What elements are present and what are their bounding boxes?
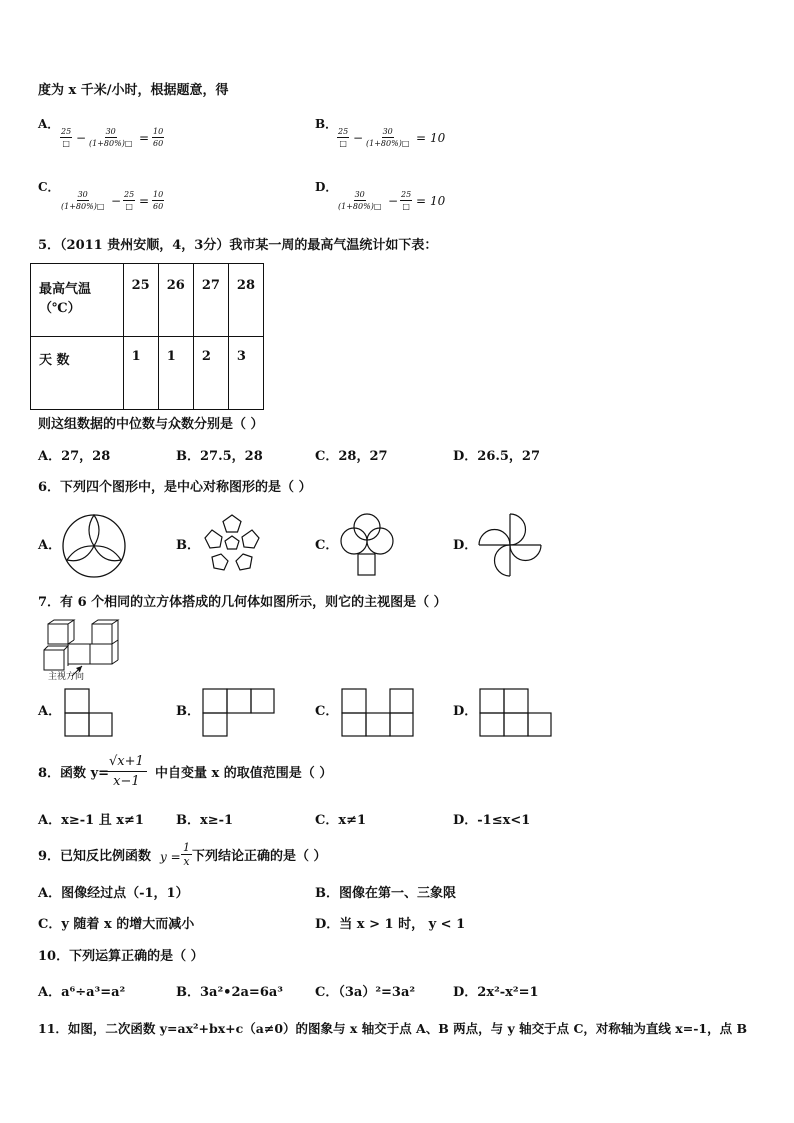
table-cell: 26 [158, 264, 193, 337]
fraction: $\frac{30}{(1+80\%)□}$ [338, 190, 382, 211]
fraction: $\frac{10}{60}$ [153, 127, 164, 148]
pinwheel-figure [476, 512, 544, 578]
q8-stem-post: 中自变量 x 的取值范围是（ ） [155, 766, 333, 781]
q9-option-a[interactable]: A．图像经过点（-1，1） [38, 886, 189, 901]
q7-label-c[interactable]: C． [315, 704, 339, 719]
circle-three-petals-figure [60, 512, 128, 580]
front-view-c-figure [341, 688, 415, 738]
q5-option-b[interactable]: B．27.5，28 [176, 449, 263, 464]
table-cell: 3 [228, 337, 263, 410]
q10-option-a[interactable]: A．a⁶÷a³=a² [38, 985, 126, 1000]
fraction: 25 □ [61, 127, 72, 148]
table-cell: 1 [158, 337, 193, 410]
q8-option-d[interactable]: D．-1≤x<1 [453, 813, 531, 828]
q6-label-b[interactable]: B． [176, 538, 200, 553]
three-circles-square-figure [337, 512, 399, 578]
q9-frac-lhs: y = [160, 850, 181, 864]
q8-stem-pre: 8．函数 y= [38, 766, 110, 781]
table-cell: 1 [123, 337, 158, 410]
table-cell: 2 [193, 337, 228, 410]
q9-stem-pre: 9．已知反比例函数 [38, 849, 152, 864]
fraction: $\frac{10}{60}$ [153, 190, 164, 211]
q10-option-d[interactable]: D．2x²-x²=1 [453, 985, 539, 1000]
q7-label-b[interactable]: B． [176, 704, 200, 719]
q5-option-a[interactable]: A．27，28 [38, 449, 111, 464]
front-view-a-figure [64, 688, 114, 738]
q10-stem: 10．下列运算正确的是（ ） [38, 949, 204, 964]
q9-option-b[interactable]: B．图像在第一、三象限 [315, 886, 456, 901]
fraction: $\frac{30}{(1+80\%)□}$ [89, 127, 133, 148]
fraction: $\frac{30}{(1+80\%)□}$ [61, 190, 105, 211]
q5-option-d[interactable]: D．26.5，27 [453, 449, 541, 464]
q8-option-c[interactable]: C．x≠1 [315, 813, 367, 828]
table-header-days: 天 数 [31, 337, 124, 410]
view-direction-caption: 主视方向 [48, 672, 85, 682]
front-view-b-figure [202, 688, 276, 738]
q9-stem-post: 下列结论正确的是（ ） [192, 849, 327, 864]
q11-stem: 11．如图，二次函数 y=ax²+bx+c（a≠0）的图象与 x 轴交于点 A、B 两点，与 y 轴交于点 C，对称轴为直线 x=-1，点 B [38, 1021, 748, 1036]
table-cell: 27 [193, 264, 228, 337]
q6-stem: 6．下列四个图形中，是中心对称图形的是（ ） [38, 480, 312, 495]
table-cell: 25 [123, 264, 158, 337]
q9-fraction: 1 x [183, 841, 190, 868]
q10-option-b[interactable]: B．3a²•2a=6a³ [176, 985, 283, 1000]
q8-fraction: √x+1 x−1 [106, 753, 147, 790]
table-cell: 28 [228, 264, 263, 337]
q6-label-d[interactable]: D． [453, 538, 478, 553]
fraction: 25 □ [338, 127, 349, 148]
q7-label-a[interactable]: A． [38, 704, 62, 719]
q5-stem: 5．（2011 贵州安顺，4，3分）我市某一周的最高气温统计如下表： [38, 238, 438, 253]
q9-option-c[interactable]: C．y 随着 x 的增大而减小 [38, 917, 195, 932]
q7-label-d[interactable]: D． [453, 704, 478, 719]
table-header-temp: 最高气温（℃） [31, 264, 124, 337]
fraction: $\frac{30}{(1+80\%)□}$ [366, 127, 410, 148]
fraction: 25 □ [401, 190, 412, 211]
q6-label-c[interactable]: C． [315, 538, 339, 553]
q5-question: 则这组数据的中位数与众数分别是（ ） [38, 417, 264, 432]
q9-option-d[interactable]: D．当 x > 1 时， y < 1 [315, 917, 466, 932]
front-view-d-figure [479, 688, 553, 738]
fraction: 25 □ [124, 190, 135, 211]
q6-label-a[interactable]: A． [38, 538, 62, 553]
temperature-table [30, 263, 264, 410]
pentagon-cluster-figure [199, 511, 265, 577]
intro-line: 度为 x 千米/小时，根据题意，得 [38, 83, 229, 98]
q8-option-a[interactable]: A．x≥-1 且 x≠1 [38, 813, 144, 828]
q5-option-c[interactable]: C．28，27 [315, 449, 388, 464]
q7-stem: 7．有 6 个相同的立方体搭成的几何体如图所示，则它的主视图是（ ） [38, 595, 447, 610]
q10-option-c[interactable]: C．（3a）²=3a² [315, 985, 416, 1000]
q8-option-b[interactable]: B．x≥-1 [176, 813, 234, 828]
